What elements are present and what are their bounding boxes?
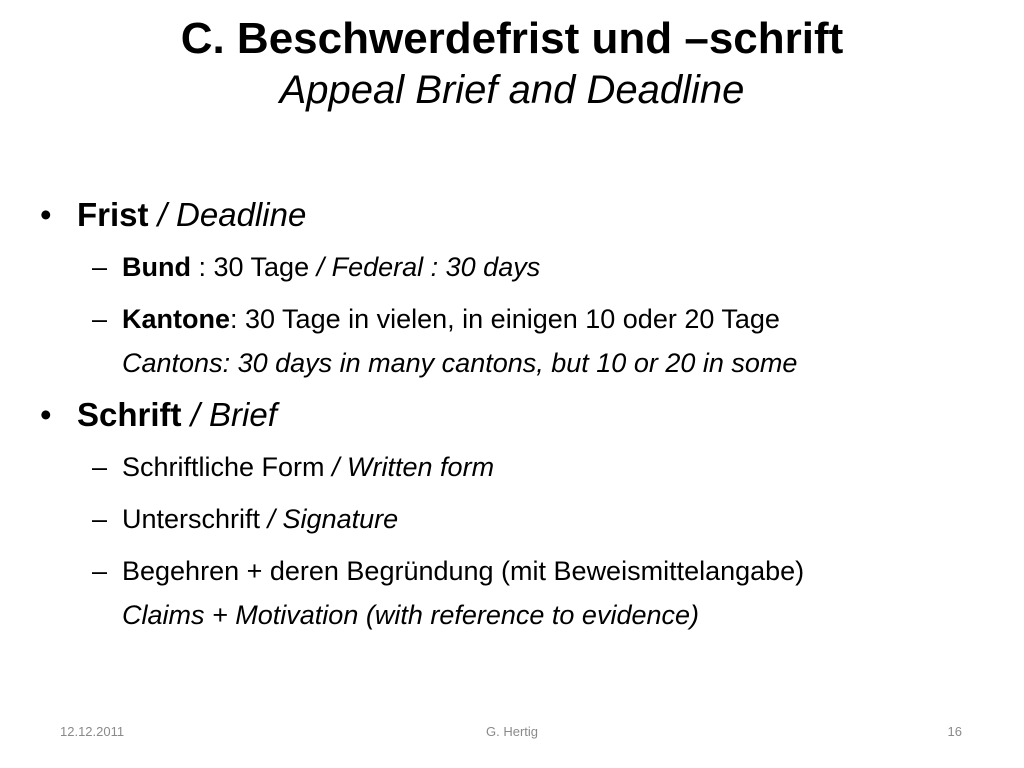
sub-item-text: : 30 Tage in vielen, in einigen 10 oder 20 Tage (230, 304, 780, 334)
bullet-separator: / (148, 196, 177, 233)
dash-icon: – (92, 252, 108, 282)
sub-item-text: Unterschrift (122, 504, 268, 534)
bullet-term: Frist (77, 196, 149, 233)
title-subtitle: Appeal Brief and Deadline (279, 67, 745, 112)
bullet-term: Schrift (77, 396, 182, 433)
sub-item-translation: / Written form (332, 452, 495, 482)
sub-item-written-form (40, 445, 1000, 489)
sub-item-claims (40, 549, 1000, 637)
dash-icon: – (92, 304, 108, 334)
dash-icon: – (92, 504, 108, 534)
sub-item-signature (40, 497, 1000, 541)
dash-icon: – (92, 452, 108, 482)
title-main: C. Beschwerdefrist und –schrift (180, 14, 844, 63)
sub-item-text: : 30 Tage (190, 252, 317, 282)
slide-content (40, 185, 1000, 637)
bullet-icon: • (40, 396, 52, 433)
bullet-translation: Deadline (176, 196, 307, 233)
sub-item-translation: / Signature (267, 504, 399, 534)
sub-item-bund (40, 245, 1000, 289)
footer-author: G. Hertig (485, 724, 538, 739)
bullet-translation: Brief (209, 396, 277, 433)
sub-item-kantone (40, 297, 1000, 385)
slide-title (0, 14, 1024, 113)
bullet-icon: • (40, 196, 52, 233)
sub-item-translation: Claims + Motivation (with reference to evidence) (122, 600, 699, 630)
footer-date: 12.12.2011 (60, 724, 125, 739)
sub-item-text: Begehren + deren Begründung (mit Beweismittelangabe) (122, 556, 805, 586)
bullet-frist (40, 193, 1000, 237)
sub-item-lead: Kantone (122, 304, 230, 334)
sub-item-text: Schriftliche Form (122, 452, 333, 482)
bullet-schrift (40, 393, 1000, 437)
dash-icon: – (92, 556, 108, 586)
sub-item-lead: Bund (122, 252, 191, 282)
bullet-separator: / (181, 396, 210, 433)
footer-page-number: 16 (947, 724, 962, 739)
sub-item-translation: Cantons: 30 days in many cantons, but 10 or 20 in some (122, 348, 798, 378)
sub-item-translation: / Federal : 30 days (316, 252, 541, 282)
